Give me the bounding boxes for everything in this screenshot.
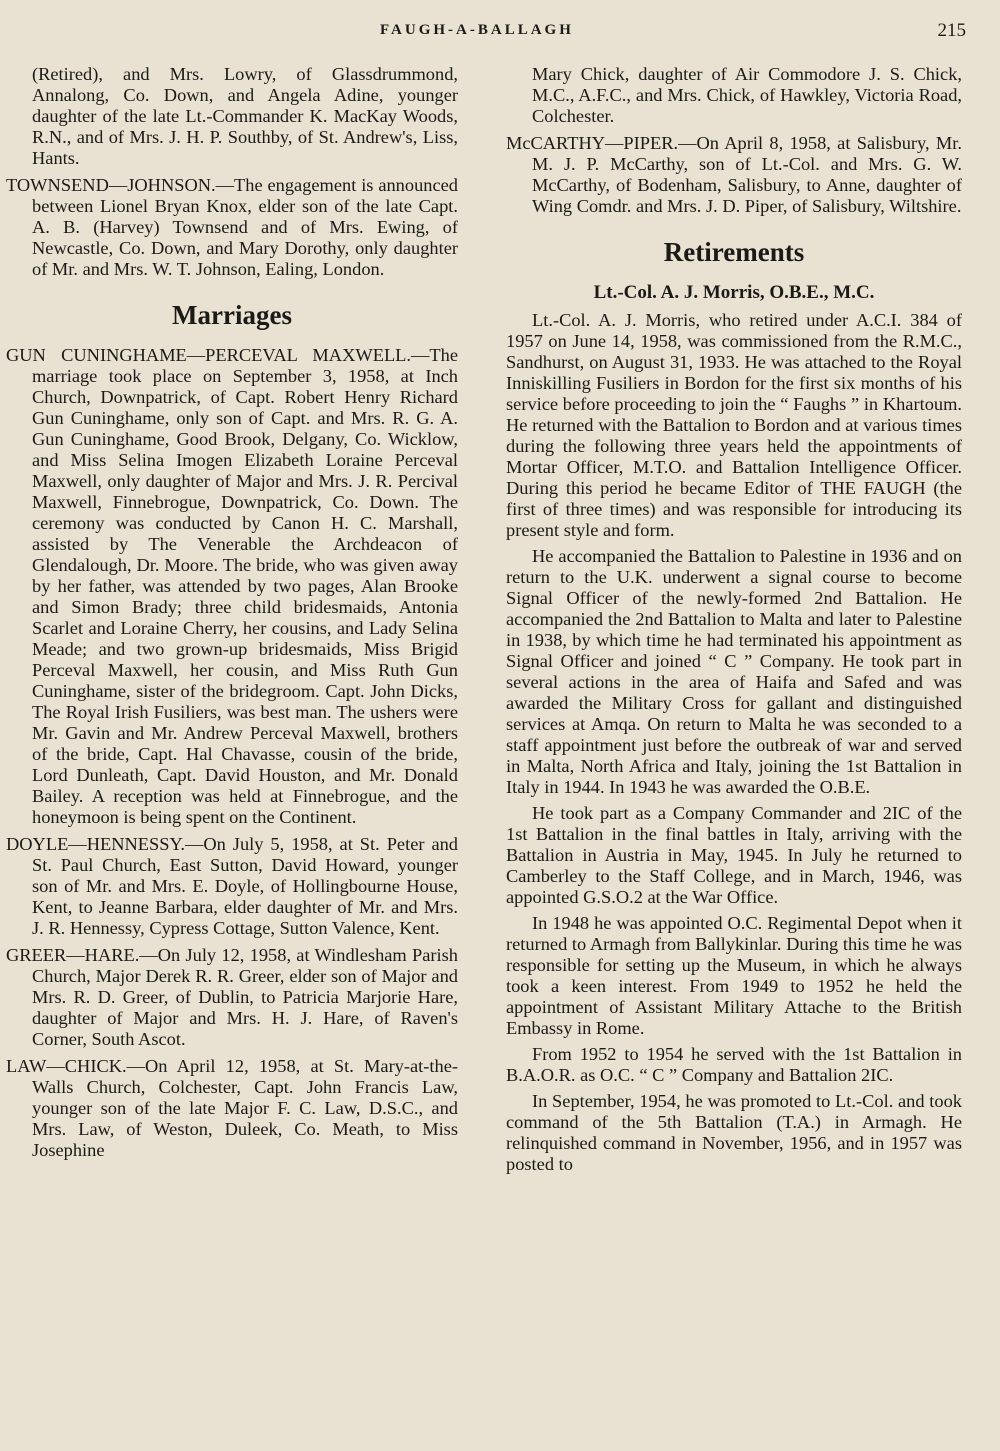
marriage-gun-cuninghame: GUN CUNINGHAME—PERCEVAL MAXWELL.—The marriage took place on September 3, 1958, at Inch Church, Downpatrick, of Capt. Robert Henry Richard Gun Cuninghame, only son of Capt. and Mrs. R. G. A. Gun Cuninghame, Good Brook, Delgany, Co. Wicklow, and Miss Selina Imogen Elizabeth Loraine Perceval Maxwell, only daughter of Major and Mrs. J. R. Percival Maxwell, Finnebrogue, Downpatrick, Co. Down. The ceremony was conducted by Canon H. C. Marshall, assisted by The Venerable the Archdeacon of Glendalough, Dr. Moore. The bride, who was given away by her father, was attended by two pages, Alan Brooke and Simon Brady; three child bridesmaids, Antonia Scarlet and Loraine Cherry, her cousins, and Lady Selina Meade; and two grown-up bridesmaids, Miss Brigid Perceval Maxwell, her cousin, and Miss Ruth Gun Cuninghame, sister of the bridegroom. Capt. John Dicks, The Royal Irish Fusiliers, was best man. The ushers were Mr. Gavin and Mr. Andrew Perceval Maxwell, brothers of the bride, Capt. Hal Chavasse, cousin of the bride, Lord Dunleath, Capt. David Houston, and Mr. Donald Bailey. A reception was held at Finnebrogue, and the honeymoon is being spent on the Continent.: [6, 345, 458, 827]
retirements-heading: Retirements: [663, 237, 805, 267]
engagement-continued: (Retired), and Mrs. Lowry, of Glassdrummond, Annalong, Co. Down, and Angela Adine, younger daughter of the late Lt.-Commander K. MacKay Woods, R.N., and of Mrs. J. H. P. Southby, of St. Andrew's, Liss, Hants.: [32, 64, 458, 168]
marriage-law-chick-continued: Mary Chick, daughter of Air Commodore J. S. Chick, M.C., A.F.C., and Mrs. Chick, of Hawkley, Victoria Road, Colchester.: [532, 64, 962, 126]
left-column: [6, 64, 458, 1167]
retirement-paragraph: In 1948 he was appointed O.C. Regimental Depot when it returned to Armagh from Ballykinlar. During this time he was responsible for setting up the Museum, in which he always took a keen interest. From 1949 to 1952 he held the appointment of Assistant Military Attache to the British Embassy in Rome.: [506, 913, 962, 1038]
right-column: [506, 64, 962, 1180]
retirement-paragraph: He accompanied the Battalion to Palestine in 1936 and on return to the U.K. underwent a signal course to become Signal Officer of the newly-formed 2nd Battalion. He accompanied the 2nd Battalion to Malta and later to Palestine in 1938, by which time he had terminated his appointment as Signal Officer and joined “ C ” Company. He took part in several actions in the area of Haifa and Safed and was awarded the Military Cross for gallant and distinguished services at Amqa. On return to Malta he was seconded to a staff appointment just before the outbreak of war and served in Malta, North Africa and Italy, joining the 1st Battalion in Italy in 1944. In 1943 he was awarded the O.B.E.: [506, 546, 962, 797]
page-number: 215: [937, 20, 966, 41]
retirement-paragraph: Lt.-Col. A. J. Morris, who retired under A.C.I. 384 of 1957 on June 14, 1958, was commissioned from the R.M.C., Sandhurst, on August 31, 1933. He was attached to the Royal Inniskilling Fusiliers in Bordon for the first six months of his service before proceeding to join the “ Faughs ” in Khartoum. He returned with the Battalion to Bordon and at various times during the following three years held the appointments of Mortar Officer, M.T.O. and Battalion Intelligence Officer. During this period he became Editor of THE FAUGH (the first of three times) and was responsible for introducing its present style and form.: [506, 310, 962, 540]
retirement-paragraph: In September, 1954, he was promoted to Lt.-Col. and took command of the 5th Battalion (T.A.) in Armagh. He relinquished command in November, 1956, and in 1957 was posted to: [506, 1091, 962, 1174]
marriages-heading: Marriages: [172, 300, 292, 330]
marriage-greer-hare: GREER—HARE.—On July 12, 1958, at Windlesham Parish Church, Major Derek R. R. Greer, elder son of Major and Mrs. R. D. Greer, of Dublin, to Patricia Marjorie Hare, daughter of Major and Mrs. H. J. Hare, of Raven's Corner, South Ascot.: [6, 945, 458, 1049]
retiree-name: Lt.-Col. A. J. Morris, O.B.E., M.C.: [593, 282, 875, 303]
marriage-mccarthy-piper: McCARTHY—PIPER.—On April 8, 1958, at Salisbury, Mr. M. J. P. McCarthy, son of Lt.-Col. and Mrs. G. W. McCarthy, of Bodenham, Salisbury, to Anne, daughter of Wing Comdr. and Mrs. J. D. Piper, of Salisbury, Wiltshire.: [506, 133, 962, 216]
running-title: FAUGH-A-BALLAGH: [380, 22, 574, 38]
marriage-doyle-hennessy: DOYLE—HENNESSY.—On July 5, 1958, at St. Peter and St. Paul Church, East Sutton, David Howard, younger son of Mr. and Mrs. E. Doyle, of Hollingbourne House, Kent, to Jeanne Barbara, elder daughter of Mr. and Mrs. J. R. Hennessy, Cypress Cottage, Sutton Valence, Kent.: [6, 834, 458, 938]
running-head: [0, 20, 1000, 46]
marriage-law-chick: LAW—CHICK.—On April 12, 1958, at St. Mary-at-the-Walls Church, Colchester, Capt. John Francis Law, younger son of the late Major F. C. Law, D.S.C., and Mrs. Law, of Weston, Duleek, Co. Meath, to Miss Josephine: [6, 1056, 458, 1160]
engagement-townsend-johnson: TOWNSEND—JOHNSON.—The engagement is announced between Lionel Bryan Knox, elder son of the late Capt. A. B. (Harvey) Townsend and of Mrs. Ewing, of Newcastle, Co. Down, and Mary Dorothy, only daughter of Mr. and Mrs. W. T. Johnson, Ealing, London.: [6, 175, 458, 279]
retirement-paragraph: From 1952 to 1954 he served with the 1st Battalion in B.A.O.R. as O.C. “ C ” Company and Battalion 2IC.: [506, 1044, 962, 1085]
retirement-paragraph: He took part as a Company Commander and 2IC of the 1st Battalion in the final battles in Italy, arriving with the Battalion in Austria in May, 1945. In July he returned to Camberley to the Staff College, and in March, 1946, was appointed G.S.O.2 at the War Office.: [506, 803, 962, 907]
